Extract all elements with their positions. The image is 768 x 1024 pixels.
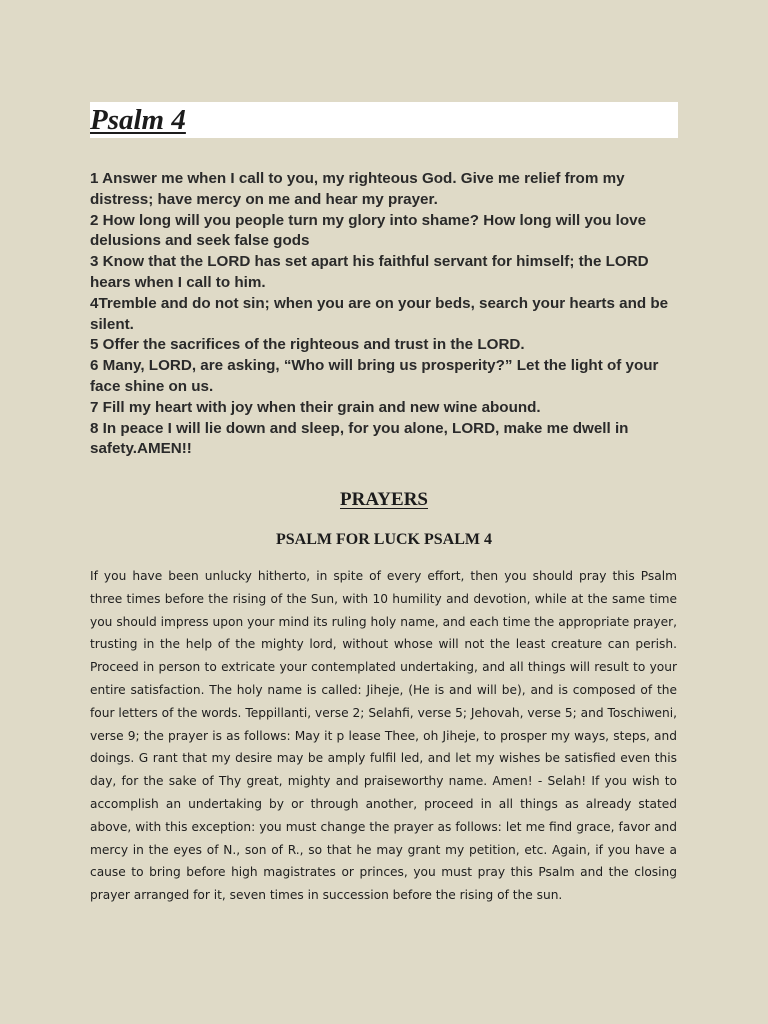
prayer-body: If you have been unlucky hitherto, in spite of every effort, then you should pray this Psalm three times before the rising of the Sun, with 10 humility and devotion, while at the same time you should impress upon your mind its ruling holy name, and each time the appropriate prayer, trusting in the help of the mighty lord, without whose will not the least creature can perish. Proceed in person to extricate your contemplated undertaking, and all things will result to your entire satisfaction. The holy name is called: Jiheje, (He is and will be), and is composed of the four letters of the words. Teppillanti, verse 2; Selahfi, verse 5; Jehovah, verse 5; and Toschiweni, verse 9; the prayer is as follows: May it p lease Thee, oh Jiheje, to prosper my ways, steps, and doings. G rant that my desire may be amply fulfil led, and let my wishes be satisfied even this day, for the sake of Thy great, mighty and praiseworthy name. Amen! - Selah! If you wish to accomplish an undertaking by or through another, proceed in all things as already stated above, with this exception: you must change the prayer as follows: let me find grace, favor and mercy in the eyes of N., son of R., so that he may grant my petition, etc. Again, if you have a cause to bring before high magistrates or princes, you must pray this Psalm and the closing prayer arranged for it, seven times in succession before the rising of the sun. bbox=[90, 569, 677, 903]
prayer-title: PSALM FOR LUCK PSALM 4 bbox=[276, 531, 492, 548]
verse-item: 5 Offer the sacrifices of the righteous and trust in the LORD. bbox=[90, 336, 525, 354]
verse-item: 7 Fill my heart with joy when their grain and new wine abound. bbox=[90, 398, 541, 416]
page-title: Psalm 4 bbox=[90, 104, 186, 136]
verse-item: 2 How long will you people turn my glory into shame? How long will you love delusions and seek false gods bbox=[90, 211, 647, 250]
prayers-heading: PRAYERS bbox=[340, 489, 428, 510]
verse-item: 6 Many, LORD, are asking, “Who will bring us prosperity?” Let the light of your face shine on us. bbox=[90, 357, 659, 395]
verse-item: 3 Know that the LORD has set apart his faithful servant for himself; the LORD hears when I call to him. bbox=[90, 253, 649, 291]
verse-item: 8 In peace I will lie down and sleep, for you alone, LORD, make me dwell in safety.AMEN!! bbox=[90, 419, 629, 458]
verse-list bbox=[90, 169, 690, 460]
verse-item: 1 Answer me when I call to you, my righteous God. Give me relief from my distress; have mercy on me and hear my prayer. bbox=[90, 170, 625, 208]
title-banner bbox=[90, 102, 678, 138]
verse-item: 4Tremble and do not sin; when you are on your beds, search your hearts and be silent. bbox=[90, 294, 669, 333]
